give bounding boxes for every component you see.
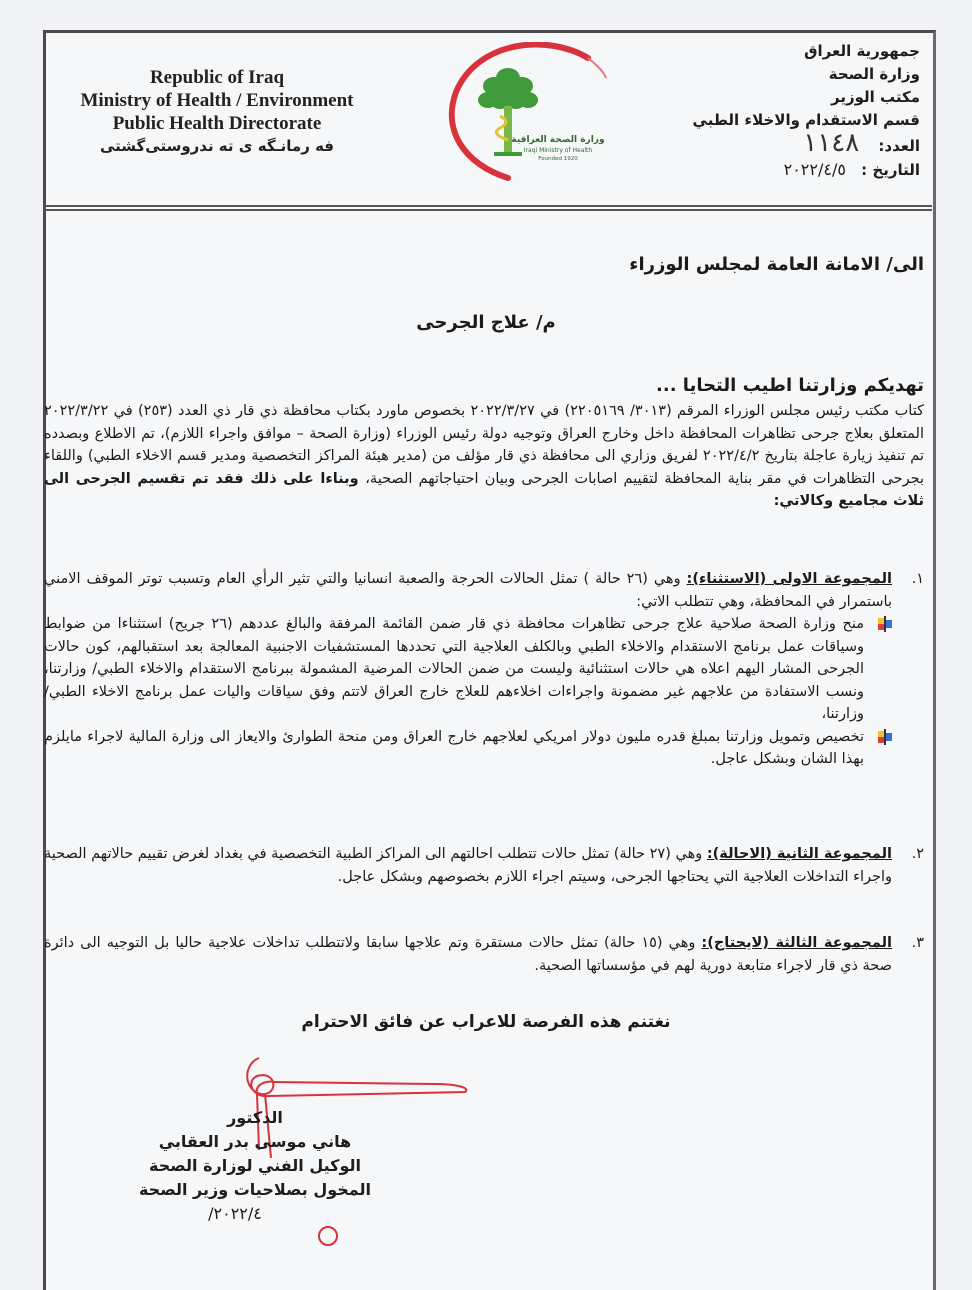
reference-number-row: [640, 128, 920, 158]
intro-bold-text: وبناءا على ذلك فقد تم تقسيم الجرحى الى ثلاث مجاميع وكالاتي:: [44, 470, 924, 509]
intro-text: كتاب مكتب رئيس مجلس الوزراء المرقم (٣٠١٣/ ٢٢٠٥١٦٩) في ٢٠٢٢/٣/٢٧ بخصوص ماورد بكتاب محافظة ذي قار ذي العدد (٢٥٣) في ٢٠٢٢/٣/٢٢ المتعلق بعلاج جرحى تظاهرات المحافظة داخل وخارج العراق وتوجيه دولة رئيس الوزراء (وزارة الصحة – موافق واجراء اللازم)، تم الاطلاع وبصدده تم تنفيذ زيارة عاجلة بتاريخ ٢٠٢٢/٤/٢ لفريق وزاري الى محافظة ذي قار مؤلف من (مدير هيئة المراكز التخصصية ومدير قسم الاخلاء الطبي) واللقاء بجرحى التظاهرات في مقر بناية المحافظة لتقييم اصابات الجرحى وبيان احتياجاتهم الصحية،: [44, 403, 925, 487]
group-number: ٣.: [911, 935, 924, 951]
english-header: [52, 66, 382, 157]
header-ar-department: قسم الاستقدام والاخلاء الطبي: [692, 111, 920, 129]
header-ar-office: مكتب الوزير: [830, 88, 920, 106]
signer-name: هاني موسى بدر العقابي: [158, 1132, 352, 1151]
arrow-bullet-icon: [878, 729, 892, 745]
header-ar-ministry: وزارة الصحة: [828, 65, 920, 83]
bullet-text: تخصيص وتمويل وزارتنا بمبلغ قدره مليون دولار امريكي لعلاجهم خارج العراق ومن منحة الطوارئ والايعاز الى وزارة المالية لاجراء مايلزم بهذا الشان وبشكل عاجل.: [44, 728, 864, 767]
group-number: ٢.: [911, 846, 924, 862]
group-number: ١.: [911, 571, 924, 587]
group-item-3: [44, 932, 924, 977]
group-label: المجموعة الثانية (الاحالة):: [706, 846, 892, 862]
logo-text-en: Iraqi Ministry of Health: [523, 147, 593, 154]
arabic-header: [640, 40, 920, 182]
group-text: وهي (١٥ حالة) تمثل حالات مستقرة وتم علاجها سابقا ولاتتطلب تداخلات علاجية حاليا بل التوجيه الى دائرة صحة ذي قار لاجراء متابعة دورية لهم في مؤسساتها الصحية.: [44, 935, 892, 974]
header-ar-country: جمهورية العراق: [804, 42, 920, 60]
header-country: Republic of Iraq: [149, 67, 285, 88]
reference-number-label: العدد:: [878, 137, 920, 155]
header-directorate: Public Health Directorate: [112, 113, 322, 134]
subject: م/ علاج الجرحى: [416, 312, 556, 333]
group-label: المجموعة الاولى (الاستثناء):: [686, 571, 892, 587]
arrow-bullet-icon: [878, 616, 892, 632]
bullet-item: [44, 726, 892, 771]
signature-date: ٢٠٢٢/٤/: [208, 1204, 262, 1223]
signer-position: الوكيل الفني لوزارة الصحة: [149, 1156, 361, 1175]
closing-line: نغتنم هذه الفرصة للاعراب عن فائق الاحترام: [301, 1012, 671, 1032]
group-text: وهي (٢٧ حالة) تمثل حالات تتطلب احالتهم الى المراكز الطبية التخصصية في بغداد لغرض تقييم حالاتهم الصحية واجراء التداخلات العلاجية التي يحتاجها الجرحى، وسيتم اجراء اللازم بخصوصهم وبشكل عاجل.: [44, 846, 892, 885]
logo-founded: Founded 1920: [538, 156, 578, 162]
intro-paragraph: [44, 400, 924, 513]
signer-title: الدكتور: [227, 1108, 283, 1127]
date-label: التاريخ :: [861, 161, 920, 179]
reference-number: ١١٤٨: [803, 128, 860, 158]
greeting: تهديكم وزارتنا اطيب التحايا ...: [656, 375, 924, 396]
handwritten-day-mark: [318, 1226, 338, 1246]
group-item-1: [44, 568, 924, 771]
logo-text-ar: وزارة الصحة العراقية: [511, 135, 605, 145]
header-ministry: Ministry of Health / Environment: [80, 90, 354, 111]
group-label: المجموعة الثالثة (لايحتاج):: [701, 935, 892, 951]
recipient: الى/ الامانة العامة لمجلس الوزراء: [629, 254, 924, 275]
date-value: ٢٠٢٢/٤/٥: [783, 160, 846, 179]
header-kurdish: فه رمانـگه ى ته ندروستى‌گشتى: [99, 137, 334, 155]
group-text: وهي (٢٦ حالة ) تمثل الحالات الحرجة والصعبة انسانيا والتي تثير الرأي العام وتسبب توتر الموقف الامني باستمرار في المحافظة، وهي تتطلب الاتي:: [44, 571, 892, 610]
bullet-item: [44, 613, 892, 726]
palm-tree-logo-icon: [438, 42, 618, 182]
signature-block: [110, 1106, 400, 1226]
signer-authority: المخول بصلاحيات وزير الصحة: [138, 1180, 372, 1199]
date-row: [640, 158, 920, 182]
group-item-2: [44, 843, 924, 888]
bullet-text: منح وزارة الصحة صلاحية علاج جرحى تظاهرات محافظة ذي قار ضمن القائمة المرفقة والبالغ عددهم (٢٦ جريح) استثناءا من ضوابط وسياقات عمل برنامج الاستقدام والاخلاء الطبي وبالكلف العلاجية التي تحددها المستشفيات الاجنبية المعالجة بعد استقبالهم، كون حالات الجرحى المشار اليهم اعلاه هي حالات استثنائية وليست من ضمن الحالات المرضية المشمولة ببرنامج الاستقدام والاخلاء الطبي/ وزارتنا، ونسب الاستفادة من علاجهم غير مضمونة واجراءات اخلاءهم للعلاج خارج العراق لاتتم وفق سياقات واليات عمل برنامج الاخلاء الطبي/ وزارتنا،: [44, 616, 864, 722]
header-separator: [45, 205, 932, 211]
